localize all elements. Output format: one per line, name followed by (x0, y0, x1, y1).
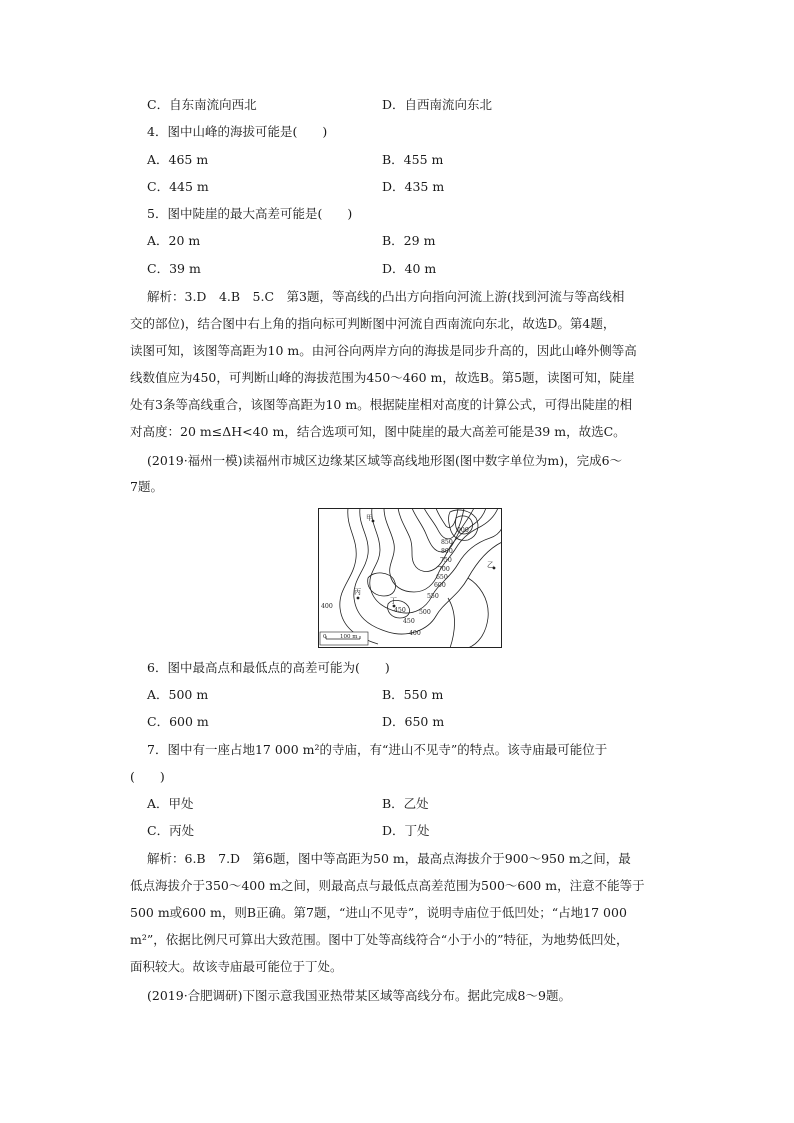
label-550: 550 (427, 593, 439, 600)
q5-option-a: A．20 m (147, 233, 201, 248)
label-650: 650 (436, 574, 448, 581)
analysis1-line-2: 交的部位)，结合图中右上角的指向标可判断图中河流自西南流向东北，故选D。第4题， (130, 316, 616, 331)
q4-option-b: B．455 m (382, 152, 444, 167)
contour-map (318, 508, 502, 648)
label-750: 750 (440, 557, 452, 564)
label-800: 800 (441, 548, 453, 555)
scale-bar (320, 632, 368, 645)
intro89-line: (2019·合肥调研)下图示意我国亚热带某区域等高线分布。据此完成8～9题。 (147, 988, 571, 1003)
analysis1-line-5: 处有3条等高线重合，该图等高距为10 m。根据陡崖相对高度的计算公式，可得出陡崖的相 (130, 397, 633, 412)
label-450-south: 450 (403, 618, 415, 625)
q6-option-d: D．650 m (382, 714, 445, 729)
q4-option-c: C．445 m (147, 179, 209, 194)
q4-stem: 4．图中山峰的海拔可能是( ) (147, 124, 328, 139)
q6-option-a: A．500 m (147, 687, 209, 702)
q7-option-b: B．乙处 (382, 796, 429, 811)
analysis1-line-1: 解析：3.D 4.B 5.C 第3题，等高线的凸出方向指向河流上游(找到河流与等高线相 (147, 289, 625, 304)
intro67-line-1: (2019·福州一模)读福州市城区边缘某区域等高线地形图(图中数字单位为m)，完成6～ (147, 453, 623, 468)
label-yi: 乙 (487, 561, 494, 569)
analysis1-line-6: 对高度：20 m≤ΔH<40 m，结合选项可知，图中陡崖的最大高差可能是39 m，故选C。 (130, 424, 626, 439)
label-500: 500 (419, 609, 431, 616)
q5-stem: 5．图中陡崖的最大高差可能是( ) (147, 206, 353, 221)
q4-option-a: A．465 m (147, 152, 209, 167)
analysis1-line-3: 读图可知，该图等高距为10 m。由河谷向两岸方向的海拔是同步升高的，因此山峰外侧等高 (130, 343, 637, 358)
analysis2-line-1: 解析：6.B 7.D 第6题，图中等高距为50 m，最高点海拔介于900～950 m之间，最 (147, 851, 631, 866)
q3-option-d: D．自西南流向东北 (382, 97, 493, 112)
q7-option-d: D．丁处 (382, 823, 430, 838)
analysis2-line-2: 低点海拔介于350～400 m之间，则最高点与最低点高差范围为500～600 m，注意不能等于 (130, 878, 645, 893)
q7-stem-2: ( ) (130, 769, 165, 784)
q7-option-a: A．甲处 (147, 796, 194, 811)
map-frame (319, 509, 502, 648)
scale-label-100: 100 m (340, 634, 358, 640)
label-700: 700 (438, 566, 450, 573)
q3-option-c: C．自东南流向西北 (147, 97, 257, 112)
label-450-ding: 450 (394, 607, 406, 614)
analysis1-line-4: 线数值应为450，可判断山峰的海拔范围为450～460 m，故选B。第5题，读图可知，陡崖 (130, 370, 635, 385)
label-bing: 丙 (354, 588, 361, 596)
q6-option-b: B．550 m (382, 687, 444, 702)
q5-option-c: C．39 m (147, 261, 201, 276)
q7-stem: 7．图中有一座占地17 000 m²的寺庙，有“进山不见寺”的特点。该寺庙最可能位于 (147, 742, 608, 757)
analysis2-line-4: m²”，依据比例尺可算出大致范围。图中丁处等高线符合“小于小的”特征，为地势低凹处， (130, 932, 629, 947)
q5-option-d: D．40 m (382, 261, 437, 276)
scale-label-0: 0 (323, 634, 327, 640)
label-400-west: 400 (321, 603, 333, 610)
label-400-south: 400 (409, 630, 421, 637)
label-ding: 丁 (390, 597, 397, 605)
point-bing (357, 597, 360, 600)
q6-option-c: C．600 m (147, 714, 209, 729)
q4-option-d: D．435 m (382, 179, 445, 194)
label-900: 900 (457, 527, 469, 534)
q6-stem: 6．图中最高点和最低点的高差可能为( ) (147, 660, 390, 675)
label-jia: 甲 (366, 514, 373, 522)
analysis2-line-5: 面积较大。故该寺庙最可能位于丁处。 (130, 959, 343, 974)
q5-option-b: B．29 m (382, 233, 436, 248)
label-850: 850 (441, 539, 453, 546)
label-600: 600 (434, 582, 446, 589)
intro67-line-2: 7题。 (130, 479, 163, 494)
analysis2-line-3: 500 m或600 m，则B正确。第7题，“进山不见寺”，说明寺庙位于低凹处；“占地17 000 (130, 905, 627, 920)
q7-option-c: C．丙处 (147, 823, 195, 838)
